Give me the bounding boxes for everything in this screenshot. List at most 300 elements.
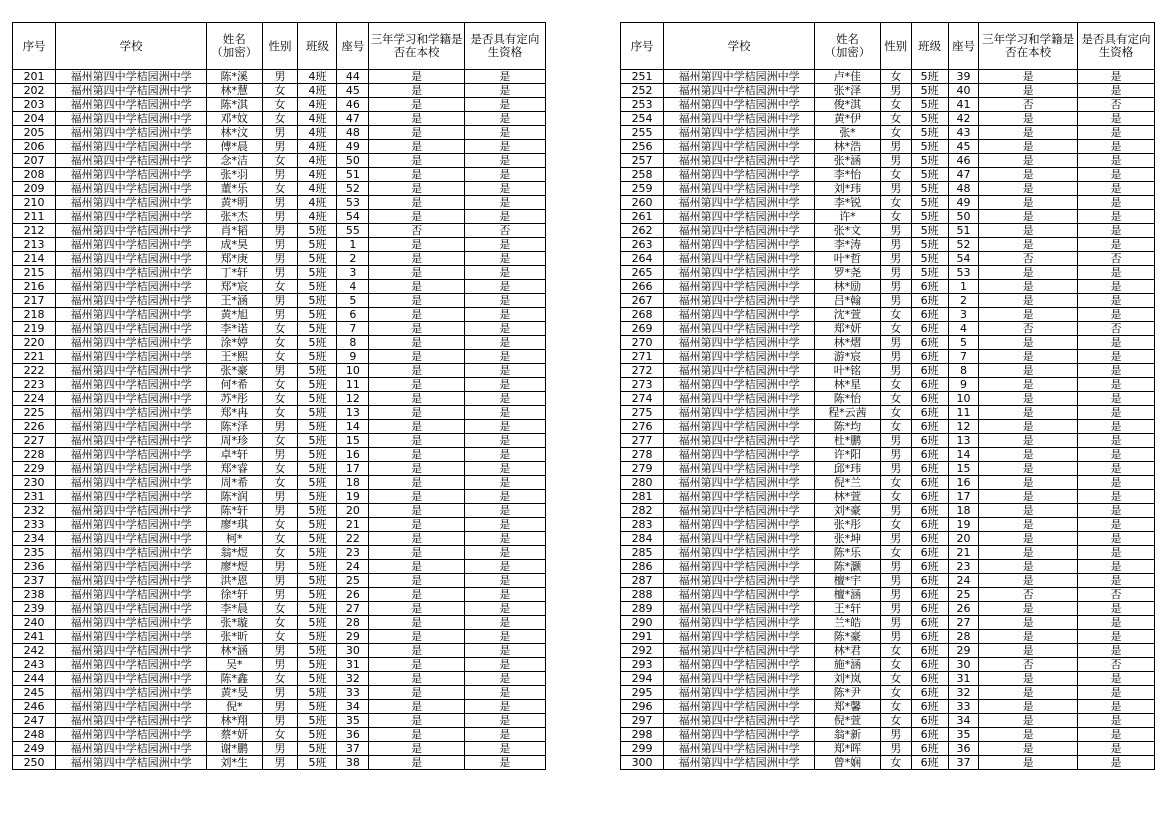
cell-targeted: 是: [1077, 602, 1154, 616]
cell-gender: 男: [262, 168, 298, 182]
cell-seat: 48: [337, 126, 369, 140]
cell-name: 林*翔: [207, 714, 262, 728]
cell-targeted: 是: [464, 308, 545, 322]
cell-targeted: 是: [1077, 210, 1154, 224]
cell-class: 6班: [911, 658, 948, 672]
header-class: 班级: [911, 23, 948, 70]
cell-gender: 男: [880, 574, 911, 588]
cell-class: 5班: [298, 518, 337, 532]
cell-seat: 50: [337, 154, 369, 168]
cell-targeted: 是: [1077, 364, 1154, 378]
cell-gender: 女: [880, 658, 911, 672]
cell-school: 福州第四中学桔园洲中学: [664, 322, 815, 336]
cell-school: 福州第四中学桔园洲中学: [664, 266, 815, 280]
cell-gender: 女: [262, 518, 298, 532]
cell-class: 5班: [911, 70, 948, 84]
cell-seq: 202: [13, 84, 56, 98]
cell-gender: 男: [262, 658, 298, 672]
cell-seat: 26: [337, 588, 369, 602]
cell-name: 刘*生: [207, 756, 262, 770]
cell-targeted: 是: [1077, 504, 1154, 518]
cell-class: 6班: [911, 686, 948, 700]
cell-three-year: 是: [979, 518, 1078, 532]
cell-targeted: 是: [1077, 434, 1154, 448]
cell-seat: 23: [337, 546, 369, 560]
cell-class: 5班: [298, 252, 337, 266]
table-row: [13, 238, 546, 252]
cell-class: 5班: [298, 630, 337, 644]
cell-school: 福州第四中学桔园洲中学: [664, 546, 815, 560]
cell-class: 5班: [298, 560, 337, 574]
cell-seq: 268: [621, 308, 664, 322]
cell-seat: 7: [337, 322, 369, 336]
cell-name: 王*涵: [207, 294, 262, 308]
cell-gender: 男: [880, 462, 911, 476]
table-row: [13, 210, 546, 224]
cell-targeted: 是: [1077, 140, 1154, 154]
cell-school: 福州第四中学桔园洲中学: [664, 406, 815, 420]
cell-name: 黄*旻: [207, 686, 262, 700]
table-row: [621, 574, 1155, 588]
cell-three-year: 是: [369, 462, 465, 476]
cell-class: 6班: [911, 532, 948, 546]
cell-targeted: 是: [1077, 196, 1154, 210]
cell-targeted: 是: [464, 644, 545, 658]
cell-targeted: 是: [464, 336, 545, 350]
cell-gender: 女: [880, 126, 911, 140]
cell-name: 洪*恩: [207, 574, 262, 588]
cell-name: 肖*韬: [207, 224, 262, 238]
cell-seq: 270: [621, 336, 664, 350]
cell-name: 叶*铭: [815, 364, 881, 378]
cell-gender: 女: [262, 462, 298, 476]
cell-three-year: 是: [979, 84, 1078, 98]
cell-gender: 女: [880, 322, 911, 336]
cell-targeted: 是: [464, 252, 545, 266]
cell-seq: 229: [13, 462, 56, 476]
table-row: [13, 686, 546, 700]
cell-class: 5班: [298, 700, 337, 714]
cell-name: 陈*乐: [815, 546, 881, 560]
cell-three-year: 是: [369, 756, 465, 770]
cell-school: 福州第四中学桔园洲中学: [664, 616, 815, 630]
cell-gender: 男: [880, 504, 911, 518]
cell-three-year: 否: [979, 98, 1078, 112]
cell-seat: 52: [948, 238, 979, 252]
cell-name: 程*云茜: [815, 406, 881, 420]
cell-school: 福州第四中学桔园洲中学: [56, 154, 207, 168]
cell-seat: 33: [948, 700, 979, 714]
table-row: [621, 280, 1155, 294]
table-row: [621, 294, 1155, 308]
cell-seat: 25: [337, 574, 369, 588]
cell-seat: 12: [948, 420, 979, 434]
cell-seq: 216: [13, 280, 56, 294]
cell-three-year: 是: [979, 700, 1078, 714]
cell-name: 丁*轩: [207, 266, 262, 280]
cell-gender: 男: [880, 350, 911, 364]
table-row: [621, 112, 1155, 126]
cell-seq: 286: [621, 560, 664, 574]
cell-school: 福州第四中学桔园洲中学: [56, 574, 207, 588]
cell-name: 陈*豪: [815, 630, 881, 644]
cell-gender: 女: [262, 406, 298, 420]
cell-school: 福州第四中学桔园洲中学: [664, 728, 815, 742]
cell-name: 张*涵: [815, 154, 881, 168]
cell-school: 福州第四中学桔园洲中学: [664, 714, 815, 728]
cell-gender: 男: [880, 140, 911, 154]
cell-gender: 男: [262, 644, 298, 658]
cell-name: 檀*宇: [815, 574, 881, 588]
cell-targeted: 是: [464, 462, 545, 476]
cell-seat: 24: [337, 560, 369, 574]
table-row: [13, 630, 546, 644]
cell-seat: 36: [948, 742, 979, 756]
cell-name: 黄*明: [207, 196, 262, 210]
cell-targeted: 是: [1077, 672, 1154, 686]
cell-seq: 248: [13, 728, 56, 742]
cell-school: 福州第四中学桔园洲中学: [56, 728, 207, 742]
cell-targeted: 是: [1077, 420, 1154, 434]
cell-name: 游*宸: [815, 350, 881, 364]
table-row: [13, 476, 546, 490]
cell-seq: 257: [621, 154, 664, 168]
cell-name: 罗*尧: [815, 266, 881, 280]
cell-seq: 289: [621, 602, 664, 616]
cell-targeted: 是: [1077, 644, 1154, 658]
cell-seat: 52: [337, 182, 369, 196]
cell-three-year: 是: [369, 616, 465, 630]
cell-seat: 46: [337, 98, 369, 112]
cell-seat: 16: [337, 448, 369, 462]
cell-targeted: 是: [464, 434, 545, 448]
table-row: [13, 504, 546, 518]
cell-seq: 241: [13, 630, 56, 644]
cell-class: 5班: [298, 756, 337, 770]
cell-gender: 男: [262, 504, 298, 518]
cell-targeted: 是: [464, 126, 545, 140]
cell-seq: 292: [621, 644, 664, 658]
table-row: [13, 84, 546, 98]
cell-gender: 男: [880, 336, 911, 350]
cell-school: 福州第四中学桔园洲中学: [56, 266, 207, 280]
cell-school: 福州第四中学桔园洲中学: [664, 336, 815, 350]
cell-name: 李*涛: [815, 238, 881, 252]
cell-targeted: 是: [464, 476, 545, 490]
cell-three-year: 是: [979, 294, 1078, 308]
cell-three-year: 是: [979, 392, 1078, 406]
cell-targeted: 是: [464, 630, 545, 644]
table-row: [621, 364, 1155, 378]
cell-seat: 53: [948, 266, 979, 280]
table-row: [621, 448, 1155, 462]
cell-gender: 男: [262, 140, 298, 154]
roster-table-right: [620, 22, 1155, 770]
cell-name: 郑*馨: [815, 700, 881, 714]
table-row: [13, 434, 546, 448]
cell-school: 福州第四中学桔园洲中学: [56, 322, 207, 336]
cell-seq: 290: [621, 616, 664, 630]
header-gender: 性别: [262, 23, 298, 70]
cell-three-year: 是: [979, 490, 1078, 504]
cell-seat: 13: [948, 434, 979, 448]
cell-name: 陈*鑫: [207, 672, 262, 686]
cell-class: 5班: [298, 616, 337, 630]
cell-name: 张*: [815, 126, 881, 140]
cell-three-year: 是: [369, 238, 465, 252]
cell-name: 林*浩: [815, 140, 881, 154]
cell-gender: 女: [262, 378, 298, 392]
table-row: [13, 672, 546, 686]
cell-class: 4班: [298, 140, 337, 154]
cell-targeted: 是: [1077, 700, 1154, 714]
cell-school: 福州第四中学桔园洲中学: [664, 294, 815, 308]
cell-seq: 269: [621, 322, 664, 336]
cell-targeted: 是: [1077, 350, 1154, 364]
cell-class: 5班: [298, 322, 337, 336]
cell-targeted: 否: [1077, 98, 1154, 112]
cell-three-year: 是: [369, 336, 465, 350]
cell-gender: 男: [262, 588, 298, 602]
cell-school: 福州第四中学桔园洲中学: [56, 252, 207, 266]
header-row: [13, 23, 546, 70]
table-row: [621, 756, 1155, 770]
cell-seat: 47: [337, 112, 369, 126]
cell-school: 福州第四中学桔园洲中学: [56, 378, 207, 392]
cell-targeted: 是: [1077, 686, 1154, 700]
cell-seq: 298: [621, 728, 664, 742]
header-three-year: [979, 23, 1078, 70]
cell-name: 傅*晨: [207, 140, 262, 154]
cell-gender: 男: [262, 266, 298, 280]
cell-targeted: 是: [464, 546, 545, 560]
table-row: [13, 350, 546, 364]
cell-seq: 276: [621, 420, 664, 434]
cell-seq: 223: [13, 378, 56, 392]
cell-seat: 53: [337, 196, 369, 210]
cell-name: 林*汶: [207, 126, 262, 140]
cell-school: 福州第四中学桔园洲中学: [56, 112, 207, 126]
cell-seq: 264: [621, 252, 664, 266]
table-row: [13, 560, 546, 574]
cell-class: 6班: [911, 560, 948, 574]
cell-gender: 男: [262, 686, 298, 700]
cell-name: 俊*淇: [815, 98, 881, 112]
cell-seq: 238: [13, 588, 56, 602]
table-row: [621, 686, 1155, 700]
cell-targeted: 否: [1077, 252, 1154, 266]
table-row: [621, 308, 1155, 322]
cell-targeted: 是: [464, 588, 545, 602]
cell-gender: 女: [262, 182, 298, 196]
table-row: [621, 672, 1155, 686]
cell-three-year: 是: [369, 546, 465, 560]
cell-gender: 女: [262, 84, 298, 98]
cell-seq: 228: [13, 448, 56, 462]
cell-targeted: 是: [1077, 728, 1154, 742]
table-row: [13, 182, 546, 196]
table-row: [621, 182, 1155, 196]
cell-seat: 15: [337, 434, 369, 448]
cell-three-year: 是: [979, 728, 1078, 742]
cell-school: 福州第四中学桔园洲中学: [56, 686, 207, 700]
cell-targeted: 是: [1077, 616, 1154, 630]
cell-gender: 女: [262, 98, 298, 112]
cell-school: 福州第四中学桔园洲中学: [664, 98, 815, 112]
table-row: [13, 602, 546, 616]
cell-three-year: 是: [369, 532, 465, 546]
cell-school: 福州第四中学桔园洲中学: [664, 224, 815, 238]
cell-seat: 42: [948, 112, 979, 126]
cell-class: 6班: [911, 714, 948, 728]
cell-targeted: 是: [464, 672, 545, 686]
cell-school: 福州第四中学桔园洲中学: [664, 252, 815, 266]
cell-school: 福州第四中学桔园洲中学: [664, 112, 815, 126]
table-row: [621, 154, 1155, 168]
cell-seq: 245: [13, 686, 56, 700]
cell-targeted: 是: [1077, 560, 1154, 574]
cell-three-year: 是: [369, 392, 465, 406]
cell-school: 福州第四中学桔园洲中学: [56, 84, 207, 98]
cell-three-year: 是: [369, 280, 465, 294]
cell-three-year: 是: [979, 350, 1078, 364]
cell-targeted: 是: [464, 616, 545, 630]
cell-seat: 47: [948, 168, 979, 182]
cell-class: 6班: [911, 322, 948, 336]
cell-seq: 236: [13, 560, 56, 574]
cell-three-year: 是: [979, 168, 1078, 182]
cell-seat: 15: [948, 462, 979, 476]
table-row: [13, 154, 546, 168]
cell-seat: 48: [948, 182, 979, 196]
cell-class: 6班: [911, 728, 948, 742]
cell-seq: 294: [621, 672, 664, 686]
cell-seq: 205: [13, 126, 56, 140]
cell-seat: 10: [337, 364, 369, 378]
cell-school: 福州第四中学桔园洲中学: [664, 434, 815, 448]
cell-three-year: 是: [979, 504, 1078, 518]
header-seq: 序号: [13, 23, 56, 70]
cell-seat: 44: [337, 70, 369, 84]
cell-seq: 261: [621, 210, 664, 224]
cell-seq: 299: [621, 742, 664, 756]
cell-three-year: 是: [979, 266, 1078, 280]
cell-class: 4班: [298, 210, 337, 224]
table-row: [13, 322, 546, 336]
cell-school: 福州第四中学桔园洲中学: [56, 462, 207, 476]
cell-class: 5班: [298, 686, 337, 700]
table-row: [13, 714, 546, 728]
cell-gender: 男: [262, 364, 298, 378]
cell-seq: 297: [621, 714, 664, 728]
cell-school: 福州第四中学桔园洲中学: [56, 126, 207, 140]
cell-class: 5班: [298, 364, 337, 378]
cell-seq: 293: [621, 658, 664, 672]
cell-class: 6班: [911, 364, 948, 378]
cell-gender: 男: [880, 238, 911, 252]
header-name-line1: 姓名: [835, 32, 859, 46]
cell-class: 6班: [911, 280, 948, 294]
cell-school: 福州第四中学桔园洲中学: [56, 714, 207, 728]
cell-gender: 男: [262, 448, 298, 462]
cell-seq: 232: [13, 504, 56, 518]
cell-name: 谢*鹏: [207, 742, 262, 756]
cell-school: 福州第四中学桔园洲中学: [664, 686, 815, 700]
cell-name: 林*涵: [207, 644, 262, 658]
table-row: [13, 546, 546, 560]
header-name-line2: （加密）: [824, 45, 871, 59]
table-row: [13, 308, 546, 322]
cell-three-year: 是: [369, 406, 465, 420]
cell-three-year: 是: [979, 434, 1078, 448]
cell-class: 6班: [911, 504, 948, 518]
table-row: [13, 532, 546, 546]
cell-school: 福州第四中学桔园洲中学: [664, 182, 815, 196]
cell-targeted: 是: [1077, 630, 1154, 644]
cell-seat: 32: [948, 686, 979, 700]
cell-school: 福州第四中学桔园洲中学: [664, 420, 815, 434]
cell-gender: 女: [880, 98, 911, 112]
cell-class: 5班: [298, 420, 337, 434]
cell-gender: 女: [262, 546, 298, 560]
table-row: [621, 728, 1155, 742]
cell-school: 福州第四中学桔园洲中学: [664, 756, 815, 770]
cell-seat: 10: [948, 392, 979, 406]
cell-name: 张*泽: [815, 84, 881, 98]
cell-three-year: 是: [979, 476, 1078, 490]
cell-three-year: 是: [979, 308, 1078, 322]
cell-seat: 51: [948, 224, 979, 238]
cell-three-year: 是: [369, 364, 465, 378]
cell-targeted: 是: [1077, 742, 1154, 756]
cell-name: 张*文: [815, 224, 881, 238]
cell-targeted: 是: [1077, 476, 1154, 490]
cell-name: 黄*伊: [815, 112, 881, 126]
cell-three-year: 是: [369, 686, 465, 700]
table-row: [621, 266, 1155, 280]
table-body-left: [13, 70, 546, 770]
cell-name: 成*昊: [207, 238, 262, 252]
header-three-year: [369, 23, 465, 70]
cell-name: 廖*煜: [207, 560, 262, 574]
cell-class: 5班: [298, 742, 337, 756]
table-row: [13, 742, 546, 756]
cell-gender: 女: [880, 210, 911, 224]
cell-seat: 37: [948, 756, 979, 770]
cell-seq: 252: [621, 84, 664, 98]
cell-school: 福州第四中学桔园洲中学: [664, 630, 815, 644]
table-row: [621, 392, 1155, 406]
cell-class: 4班: [298, 168, 337, 182]
table-row: [13, 448, 546, 462]
table-row: [13, 490, 546, 504]
cell-targeted: 是: [1077, 266, 1154, 280]
cell-seat: 3: [948, 308, 979, 322]
cell-seq: 226: [13, 420, 56, 434]
cell-school: 福州第四中学桔园洲中学: [664, 280, 815, 294]
cell-name: 翁*煜: [207, 546, 262, 560]
cell-seat: 27: [337, 602, 369, 616]
cell-gender: 男: [880, 602, 911, 616]
cell-seat: 55: [337, 224, 369, 238]
cell-three-year: 是: [979, 154, 1078, 168]
table-row: [621, 714, 1155, 728]
cell-targeted: 是: [464, 532, 545, 546]
cell-class: 6班: [911, 392, 948, 406]
cell-name: 林*星: [815, 378, 881, 392]
cell-targeted: 是: [1077, 462, 1154, 476]
table-row: [621, 700, 1155, 714]
